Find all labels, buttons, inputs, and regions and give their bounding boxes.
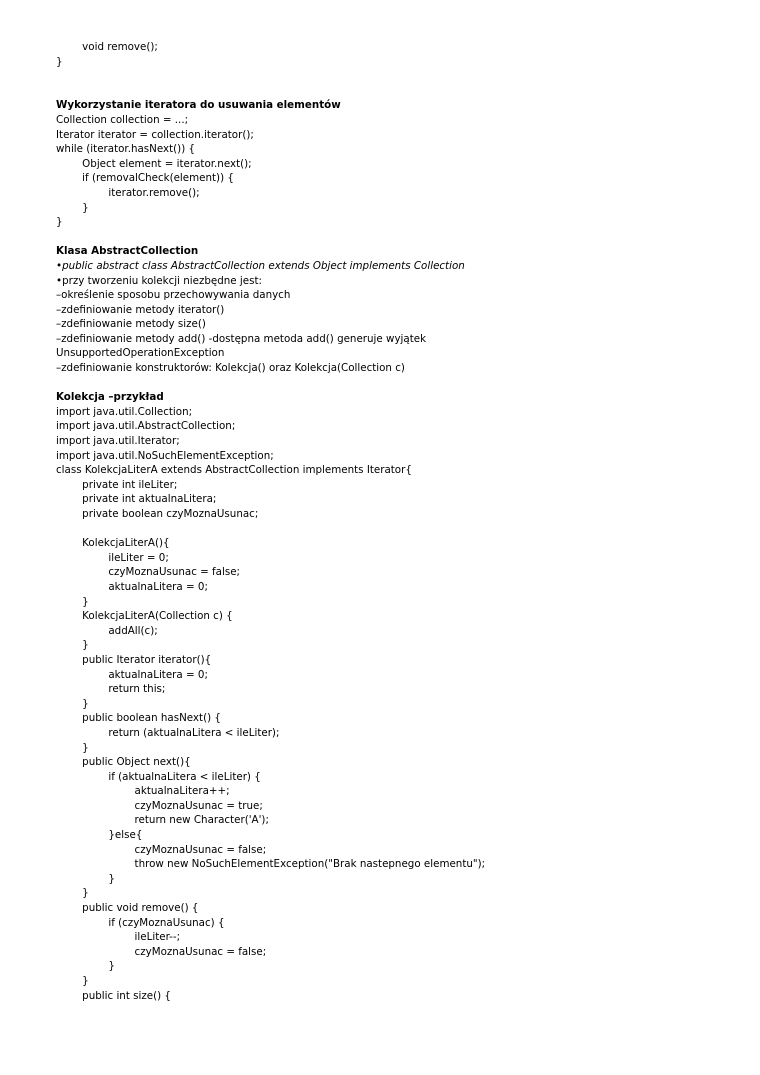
text-line: Iterator iterator = collection.iterator(); <box>56 128 254 141</box>
blank-line <box>56 230 704 245</box>
text-line: return new Character('A'); <box>56 814 269 827</box>
text-line: –zdefiniowanie konstruktorów: Kolekcja() oraz Kolekcja(Collection c) <box>56 362 405 375</box>
text-line: –zdefiniowanie metody iterator() <box>56 303 225 316</box>
text-line <box>56 522 704 537</box>
text-line: –zdefiniowanie metody size() <box>56 318 206 331</box>
text-line: import java.util.AbstractCollection; <box>56 420 236 433</box>
bullet-item-italic: •public abstract class AbstractCollection extends Object implements Collection <box>56 259 465 272</box>
text-line: ileLiter--; <box>56 931 181 944</box>
text-line: ileLiter = 0; <box>56 551 169 564</box>
text-line: Collection collection = ...; <box>56 113 189 126</box>
text-line: czyMoznaUsunac = false; <box>56 843 267 856</box>
text-line: public void remove() { <box>56 902 199 915</box>
text-line: if (removalCheck(element)) { <box>56 172 234 185</box>
document-body <box>56 40 704 1003</box>
text-line: –określenie sposobu przechowywania danych <box>56 289 291 302</box>
text-line: }else{ <box>56 829 143 842</box>
text-line: czyMoznaUsunac = true; <box>56 799 263 812</box>
text-line: public Iterator iterator(){ <box>56 653 212 666</box>
text-line: class KolekcjaLiterA extends AbstractCollection implements Iterator{ <box>56 464 412 477</box>
text-line: } <box>56 697 89 710</box>
blank-line <box>56 84 704 99</box>
text-line: } <box>56 201 89 214</box>
text-line: } <box>56 872 115 885</box>
text-line: } <box>56 741 89 754</box>
text-line: aktualnaLitera++; <box>56 785 230 798</box>
text-line: iterator.remove(); <box>56 186 200 199</box>
text-line: } <box>56 639 89 652</box>
text-line: czyMoznaUsunac = false; <box>56 566 241 579</box>
text-line: import java.util.Iterator; <box>56 435 180 448</box>
text-line: } <box>56 887 89 900</box>
text-line: } <box>56 595 89 608</box>
text-line: aktualnaLitera = 0; <box>56 668 208 681</box>
text-line: UnsupportedOperationException <box>56 347 225 360</box>
text-line: import java.util.Collection; <box>56 405 193 418</box>
blank-line <box>56 376 704 391</box>
section-heading: Wykorzystanie iteratora do usuwania elementów <box>56 99 341 112</box>
blank-line <box>56 69 704 84</box>
text-line: aktualnaLitera = 0; <box>56 580 208 593</box>
text-line: –zdefiniowanie metody add() -dostępna metoda add() generuje wyjątek <box>56 332 427 345</box>
text-line: throw new NoSuchElementException("Brak nastepnego elementu"); <box>56 858 486 871</box>
text-line: while (iterator.hasNext()) { <box>56 143 196 156</box>
text-line: KolekcjaLiterA(Collection c) { <box>56 610 233 623</box>
text-line: if (czyMoznaUsunac) { <box>56 916 225 929</box>
text-line: Object element = iterator.next(); <box>56 157 252 170</box>
text-line: public boolean hasNext() { <box>56 712 221 725</box>
text-line: return this; <box>56 683 166 696</box>
text-line: return (aktualnaLitera < ileLiter); <box>56 726 280 739</box>
text-line: } <box>56 960 115 973</box>
text-line: } <box>56 216 63 229</box>
text-line: KolekcjaLiterA(){ <box>56 537 170 550</box>
text-line: import java.util.NoSuchElementException; <box>56 449 274 462</box>
text-line: private int ileLiter; <box>56 478 178 491</box>
section-heading: Klasa AbstractCollection <box>56 245 199 258</box>
text-line: private boolean czyMoznaUsunac; <box>56 508 259 520</box>
text-line: } <box>56 975 89 987</box>
text-line: addAll(c); <box>56 624 158 637</box>
text-line: void remove(); <box>56 41 158 53</box>
text-line: czyMoznaUsunac = false; <box>56 945 267 958</box>
text-line: public int size() { <box>56 989 171 1002</box>
text-line: if (aktualnaLitera < ileLiter) { <box>56 770 261 783</box>
section-heading: Kolekcja –przykład <box>56 391 164 404</box>
text-line: } <box>56 55 63 68</box>
text-line: public Object next(){ <box>56 756 191 769</box>
text-line: private int aktualnaLitera; <box>56 493 217 506</box>
text-line: •przy tworzeniu kolekcji niezbędne jest: <box>56 274 262 287</box>
